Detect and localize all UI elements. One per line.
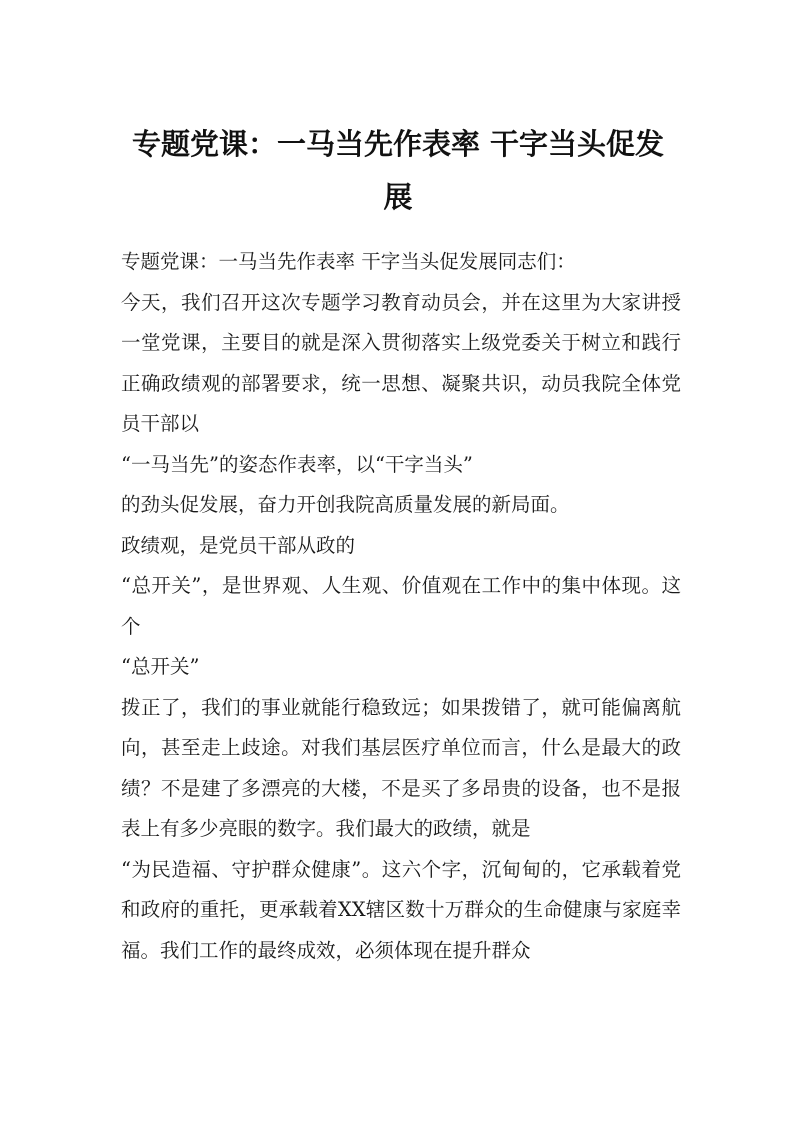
paragraph: “一马当先”的姿态作表率，以“干字当头” [121, 452, 473, 476]
paragraph: “总开关”，是世界观、人生观、价值观在工作中的集中体现。这个 [121, 574, 681, 638]
document-body [121, 242, 681, 971]
paragraph: 的劲头促发展，奋力开创我院高质量发展的新局面。 [121, 493, 570, 516]
paragraph: “总开关” [121, 655, 200, 678]
paragraph: 政绩观，是党员干部从政的 [121, 533, 356, 557]
paragraph: 专题党课：一马当先作表率 干字当头促发展同志们： [121, 250, 576, 273]
paragraph: “为民造福、守护群众健康”。这六个字，沉甸甸的，它承载着党和政府的重托，更承载着XX辖区数十万群众的生命健康与家庭幸福。我们工作的最终成效，必须体现在提升群众 [121, 857, 681, 962]
paragraph: 拨正了，我们的事业就能行稳致远；如果拨错了，就可能偏离航向，甚至走上歧途。对我们基层医疗单位而言，什么是最大的政绩？不是建了多漂亮的大楼，不是买了多昂贵的设备，也不是报表上有多少亮眼的数字。我们最大的政绩，就是 [121, 695, 681, 840]
document-title: 专题党课：一马当先作表率 干字当头促发展 [131, 127, 665, 214]
paragraph: 今天，我们召开这次专题学习教育动员会，并在这里为大家讲授一堂党课，主要目的就是深入贯彻落实上级党委关于树立和践行正确政绩观的部署要求，统一思想、凝聚共识，动员我院全体党员干部以 [121, 290, 681, 435]
